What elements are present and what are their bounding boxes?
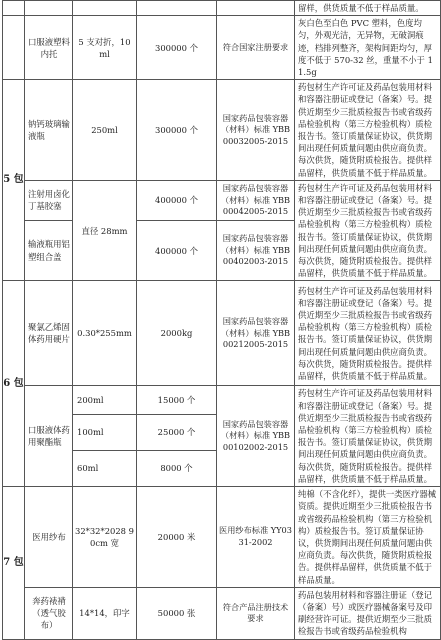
table-row	[3, 80, 441, 181]
package-label: 7 包	[3, 487, 25, 639]
requirement-cell: 药包材生产许可证及药品包装用材料和容器注册证或登记（备案）号。提供近期至少三批质检报告书或省级药品检验机构（第三方检验机构）质检报告书。签订质量保证协议，供货期间出现任何质量问题由供应商负责。每次供货，随货附质检报告。提供样品留样，供货质量不低于样品质量。	[295, 386, 441, 487]
item-qty: 8000 个	[137, 451, 217, 487]
item-spec: 200ml	[73, 386, 137, 415]
requirement-cell: 药品包装用材料和容器注册证（登记（备案）号）或医疗器械备案号及印刷经营许可证。提供近期至少三批质检报告书或省级药品检验机构	[295, 587, 441, 639]
item-standard: 符合产品注册技术要求	[217, 587, 295, 639]
package-label: 6 包	[3, 281, 25, 487]
table-row	[3, 1, 441, 16]
item-spec: 5 支对折，10ml	[73, 16, 137, 80]
item-qty: 25000 个	[137, 415, 217, 451]
requirement-cell: 纯棉（不含化纤），提供一类医疗器械资质。提供近期至少三批质检报告书或省级药品检验机构（第三方检验机构）质检报告书。签订质量保证协议，供货期间出现任何质量问题由供应商负责。每次供货，随货附质检报告。提供样品留样，供货质量不低于样品质量。	[295, 487, 441, 588]
item-spec: 直径 28mm	[73, 180, 137, 281]
item-standard: 国家药品包装容器（材料）标准 YBB00102002-2015	[217, 386, 295, 487]
item-standard: 国家药品包装容器（材料）标准 YBB00212005-2015	[217, 281, 295, 386]
item-qty: 400000 个	[137, 180, 217, 220]
item-spec: 60ml	[73, 451, 137, 487]
table-row	[3, 16, 441, 80]
table-row	[3, 587, 441, 639]
requirement-cell: 留样，供货质量不低于样品质量。	[295, 1, 441, 16]
requirement-cell: 灰白色至白色 PVC 塑料，色度均匀，外观光洁，无异物，无破洞痕迹，档排列整齐，架构间距均匀，厚度不低于 570-32 丝，重量不小于 11.5g	[295, 16, 441, 80]
table-row	[3, 487, 441, 588]
requirement-cell: 药包材生产许可证及药品包装用材料和容器注册证或登记（备案）号。提供近期至少三批质检报告书或省级药品检验机构（第三方检验机构）质检报告书。签订质量保证协议，供货期间出现任何质量问题由供应商负责。每次供货，随货附质检报告。提供样品留样，供货质量不低于样品质量。	[295, 281, 441, 386]
item-spec: 250ml	[73, 80, 137, 181]
item-standard: 国家药品包装容器（材料）标准 YBB00042005-2015	[217, 180, 295, 220]
item-qty: 2000kg	[137, 281, 217, 386]
item-spec: 32*32*2028 90cm 宽	[73, 487, 137, 588]
item-name: 输液瓶用铝塑组合盖	[25, 220, 73, 281]
item-standard: 国家药品包装容器（材料）标准 YBB00032005-2015	[217, 80, 295, 181]
item-qty: 300000 个	[137, 80, 217, 181]
item-qty: 50000 张	[137, 587, 217, 639]
item-name: 口服液塑料内托	[25, 16, 73, 80]
item-spec: 14*14，印字	[73, 587, 137, 639]
item-spec: 0.30*255mm	[73, 281, 137, 386]
table-row	[3, 386, 441, 415]
item-name: 口服液体药用聚酯瓶	[25, 386, 73, 487]
item-name: 钠钙玻璃输液瓶	[25, 80, 73, 181]
item-qty: 400000 个	[137, 220, 217, 281]
item-name: 聚氯乙烯固体药用硬片	[25, 281, 73, 386]
item-qty: 15000 个	[137, 386, 217, 415]
item-spec: 100ml	[73, 415, 137, 451]
item-name: 注射用卤化丁基胶塞	[25, 180, 73, 220]
package-label: 5 包	[3, 80, 25, 281]
table-row	[3, 281, 441, 386]
requirement-cell: 药包材生产许可证及药品包装用材料和容器注册证或登记（备案）号。提供近期至少三批质检报告书或省级药品检验机构（第三方检验机构）质检报告书。签订质量保证协议，供货期间出现任何质量问题由供应商负责。每次供货，随货附质检报告。提供样品留样，供货质量不低于样品质量。	[295, 80, 441, 181]
item-name: 奔药裱褙（透气胶布）	[25, 587, 73, 639]
item-qty: 20000 米	[137, 487, 217, 588]
item-qty: 300000 个	[137, 16, 217, 80]
requirement-cell: 药包材生产许可证及药品包装用材料和容器注册证或登记（备案）号。提供近期至少三批质检报告书或省级药品检验机构（第三方检验机构）质检报告书。签订质量保证协议，供货期间出现任何质量问题由供应商负责。每次供货，随货附质检报告。提供样品留样，供货质量不低于样品质量。	[295, 180, 441, 281]
item-standard: 医用纱布标准 YY0331-2002	[217, 487, 295, 588]
item-standard: 国家药品包装容器（材料）标准 YBB00402003-2015	[217, 220, 295, 281]
procurement-table	[2, 0, 441, 640]
table-row	[3, 180, 441, 220]
item-standard: 符合国家注册要求	[217, 16, 295, 80]
item-name: 医用纱布	[25, 487, 73, 588]
